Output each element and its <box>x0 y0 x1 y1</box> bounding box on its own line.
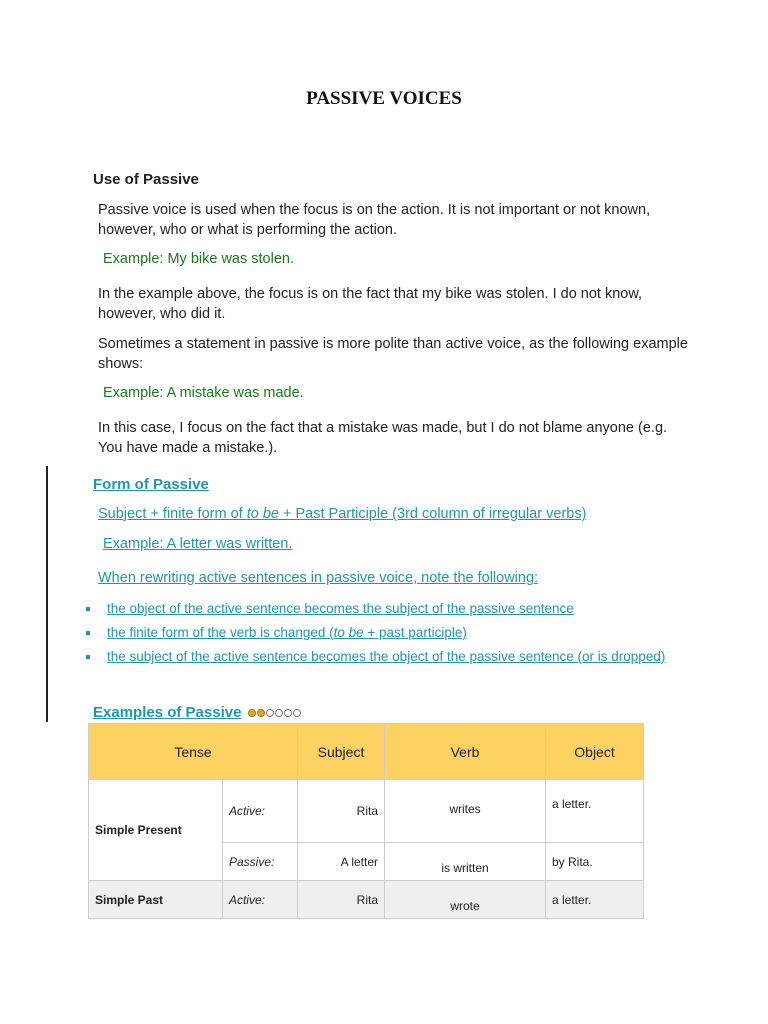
use-paragraph-3: Sometimes a statement in passive is more polite than active voice, as the following example shows: <box>98 336 688 372</box>
rating-dot-empty-icon <box>266 709 274 717</box>
cell-subject: A letter <box>298 843 385 881</box>
cell-subject: Rita <box>298 780 385 843</box>
examples-heading-row <box>93 704 302 722</box>
rating-dot-empty-icon <box>275 709 283 717</box>
header-verb: Verb <box>385 724 546 780</box>
form-example[interactable]: Example: A letter was written. <box>103 536 293 552</box>
bullet-icon <box>86 607 90 611</box>
bullet-2-part-2: + past participle) <box>363 625 467 640</box>
cell-verb: writes <box>385 780 546 843</box>
cell-verb: is written <box>385 843 546 881</box>
cell-verb: wrote <box>385 881 546 919</box>
form-formula[interactable] <box>98 506 586 522</box>
bullet-2-to-be: to be <box>333 625 364 640</box>
cell-object: a letter. <box>546 780 644 843</box>
bullet-icon <box>86 655 90 659</box>
bullet-text-1: the object of the active sentence becomes the subject of the passive sentence <box>107 601 574 616</box>
cell-tense: Simple Present <box>89 780 223 881</box>
page-title: PASSIVE VOICES <box>306 88 462 109</box>
rating-dot-filled-icon <box>248 709 256 717</box>
header-tense: Tense <box>89 724 298 780</box>
table-header-row <box>89 724 644 780</box>
example-mistake-made: Example: A mistake was made. <box>103 385 304 401</box>
use-paragraph-4: In this case, I focus on the fact that a mistake was made, but I do not blame anyone (e.g. You have made a mistake.). <box>98 420 668 456</box>
table-row <box>89 780 644 843</box>
bullet-2-part-1: the finite form of the verb is changed ( <box>107 625 334 640</box>
table-row <box>89 881 644 919</box>
cell-voice: Active: <box>222 881 297 919</box>
rating-dot-filled-icon <box>257 709 265 717</box>
header-object: Object <box>546 724 644 780</box>
use-paragraph-2: In the example above, the focus is on the fact that my bike was stolen. I do not know, however, who did it. <box>98 286 643 322</box>
example-bike-stolen: Example: My bike was stolen. <box>103 251 294 267</box>
formula-part-2: + Past Participle (3rd column of irregular verbs) <box>278 506 587 522</box>
list-item[interactable] <box>0 647 768 687</box>
form-note[interactable]: When rewriting active sentences in passive voice, note the following: <box>98 570 539 586</box>
cell-object: by Rita. <box>546 843 644 881</box>
bullet-text-3: the subject of the active sentence becomes the object of the passive sentence (or is dropped) <box>107 649 666 664</box>
list-item[interactable] <box>0 599 768 619</box>
list-item[interactable] <box>0 623 768 643</box>
rating-dot-empty-icon <box>293 709 301 717</box>
use-of-passive-heading: Use of Passive <box>93 171 199 188</box>
formula-to-be: to be <box>246 506 279 522</box>
examples-of-passive-heading[interactable]: Examples of Passive <box>93 704 242 722</box>
bullet-icon <box>86 631 90 635</box>
header-subject: Subject <box>298 724 385 780</box>
cell-tense: Simple Past <box>89 881 223 919</box>
rating-dots-icon <box>248 704 302 722</box>
form-of-passive-heading[interactable]: Form of Passive <box>93 476 209 493</box>
cell-voice: Active: <box>222 780 297 843</box>
bullet-text-2 <box>107 623 677 643</box>
cell-voice: Passive: <box>222 843 297 881</box>
examples-table <box>88 723 644 919</box>
use-paragraph-1: Passive voice is used when the focus is on the action. It is not important or not known, however, who or what is performing the action. <box>98 202 651 238</box>
cell-subject: Rita <box>298 881 385 919</box>
rating-dot-empty-icon <box>284 709 292 717</box>
formula-part-1: Subject + finite form of <box>98 506 247 522</box>
cell-object: a letter. <box>546 881 644 919</box>
